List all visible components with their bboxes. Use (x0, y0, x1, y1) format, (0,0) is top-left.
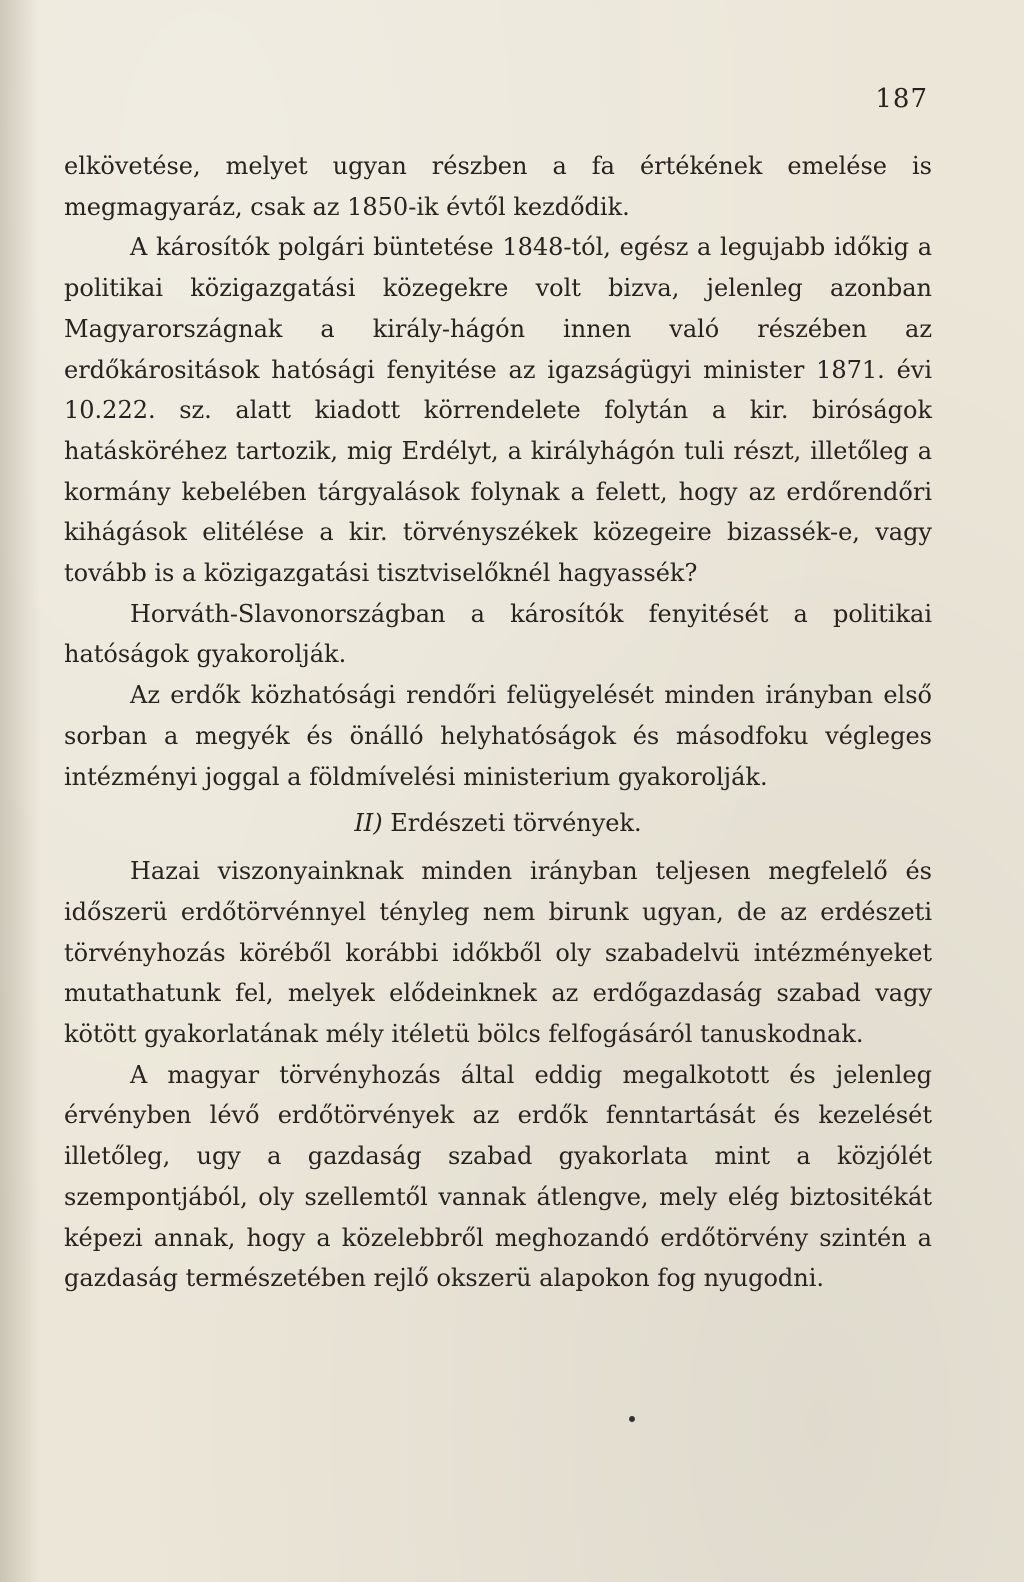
paragraph-3: Horváth-Slavonországban a károsítók fenyitését a politikai hatóságok gyakorolják. (64, 599, 932, 669)
section-title: Erdészeti törvények. (390, 809, 642, 838)
paragraph-6: A magyar törvényhozás által eddig megalkotott és jelenleg érvényben lévő erdőtörvények az erdők fenntartását és kezelését illetőleg, ugy a gazdaság szabad gyakorlata mint a közjólét szempontjából, oly szellemtől vannak átlengve, mely elég biztositékát képezi annak, hogy a közelebbről meghozandó erdőtörvény szintén a gazdaság természetében rejlő okszerü alapokon fog nyugodni. (64, 1060, 932, 1293)
paragraph-5: Hazai viszonyainknak minden irányban teljesen megfelelő és időszerü erdőtörvénnyel tényleg nem birunk ugyan, de az erdészeti törvényhozás köréből korábbi időkből oly szabadelvü intézményeket mutathatunk fel, melyek elődeinknek az erdőgazdaság szabad vagy kötött gyakorlatának mély itéletü bölcs felfogásáról tanuskodnak. (64, 857, 932, 1049)
paragraph-4: Az erdők közhatósági rendőri felügyelését minden irányban első sorban a megyék és önálló helyhatóságok és másodfoku végleges intézményi joggal a földmívelési ministerium gyakorolják. (64, 681, 932, 791)
page-body (64, 146, 932, 1299)
section-heading (64, 803, 932, 843)
paragraph-2: A károsítók polgári büntetése 1848-tól, egész a legujabb időkig a politikai közigazgatási közegekre volt bizva, jelenleg azonban Magyarországnak a király-hágón innen való részében az erdőkárositások hatósági fenyitése az igazságügyi minister 1871. évi 10.222. sz. alatt kiadott körrendelete folytán a kir. biróságok hatásköréhez tartozik, mig Erdélyt, a királyhágón tuli részt, illetőleg a kormány kebelében tárgyalások folynak a felett, hogy az erdőrendőri kihágások elitélése a kir. törvényszékek közegeire bizassék-e, vagy tovább is a közigazgatási tisztviselőknél hagyassék? (64, 233, 932, 588)
paragraph-1: elkövetése, melyet ugyan részben a fa értékének emelése is megmagyaráz, csak az 1850-ik évtől kezdődik. (64, 152, 932, 221)
section-numeral: II) (354, 809, 383, 838)
page-number: 187 (875, 84, 928, 114)
ink-dot-ornament (629, 1416, 635, 1422)
binding-shadow (0, 0, 40, 1582)
